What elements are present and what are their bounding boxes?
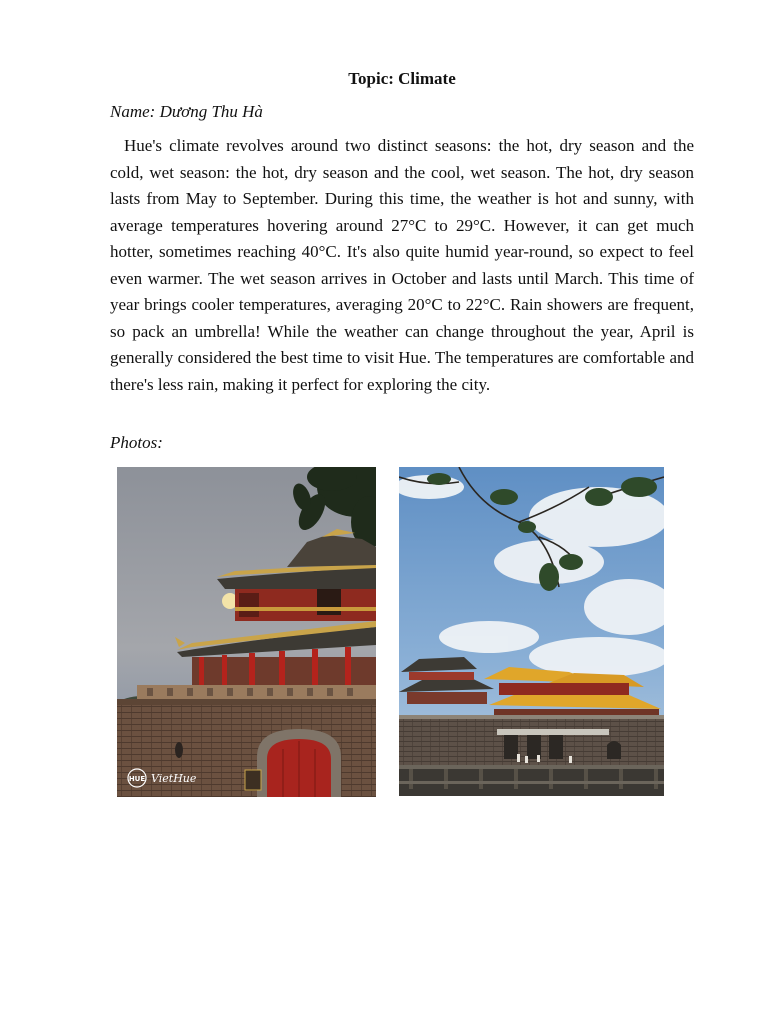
author-name: Name: Dương Thu Hà bbox=[110, 102, 263, 121]
citadel-gate-image bbox=[399, 467, 664, 796]
document-title: Topic: Climate bbox=[348, 69, 456, 88]
watermark-monogram: HUE bbox=[128, 775, 146, 783]
photo-pavilion-tower bbox=[117, 467, 376, 797]
photos-label: Photos: bbox=[110, 433, 163, 452]
watermark-text: VietHue bbox=[151, 772, 197, 785]
pavilion-tower-image bbox=[117, 467, 376, 797]
climate-paragraph: Hue's climate revolves around two distinct seasons: the hot, dry season and the cold, wet season: the hot, dry season and the cool, wet season. The hot, dry season lasts from May to September. During this time, the weather is hot and sunny, with average temperatures hovering around 27°C to 29°C. However, it can get much hotter, sometimes reaching 40°C. It's also quite humid year-round, so expect to feel even warmer. The wet season arrives in October and lasts until March. This time of year brings cooler temperatures, averaging 20°C to 22°C. Rain showers are frequent, so pack an umbrella! While the weather can change throughout the year, April is generally considered the best time to visit Hue. The temperatures are comfortable and there's less rain, making it perfect for exploring the city. bbox=[110, 136, 694, 394]
photo-citadel-gate bbox=[399, 467, 664, 796]
